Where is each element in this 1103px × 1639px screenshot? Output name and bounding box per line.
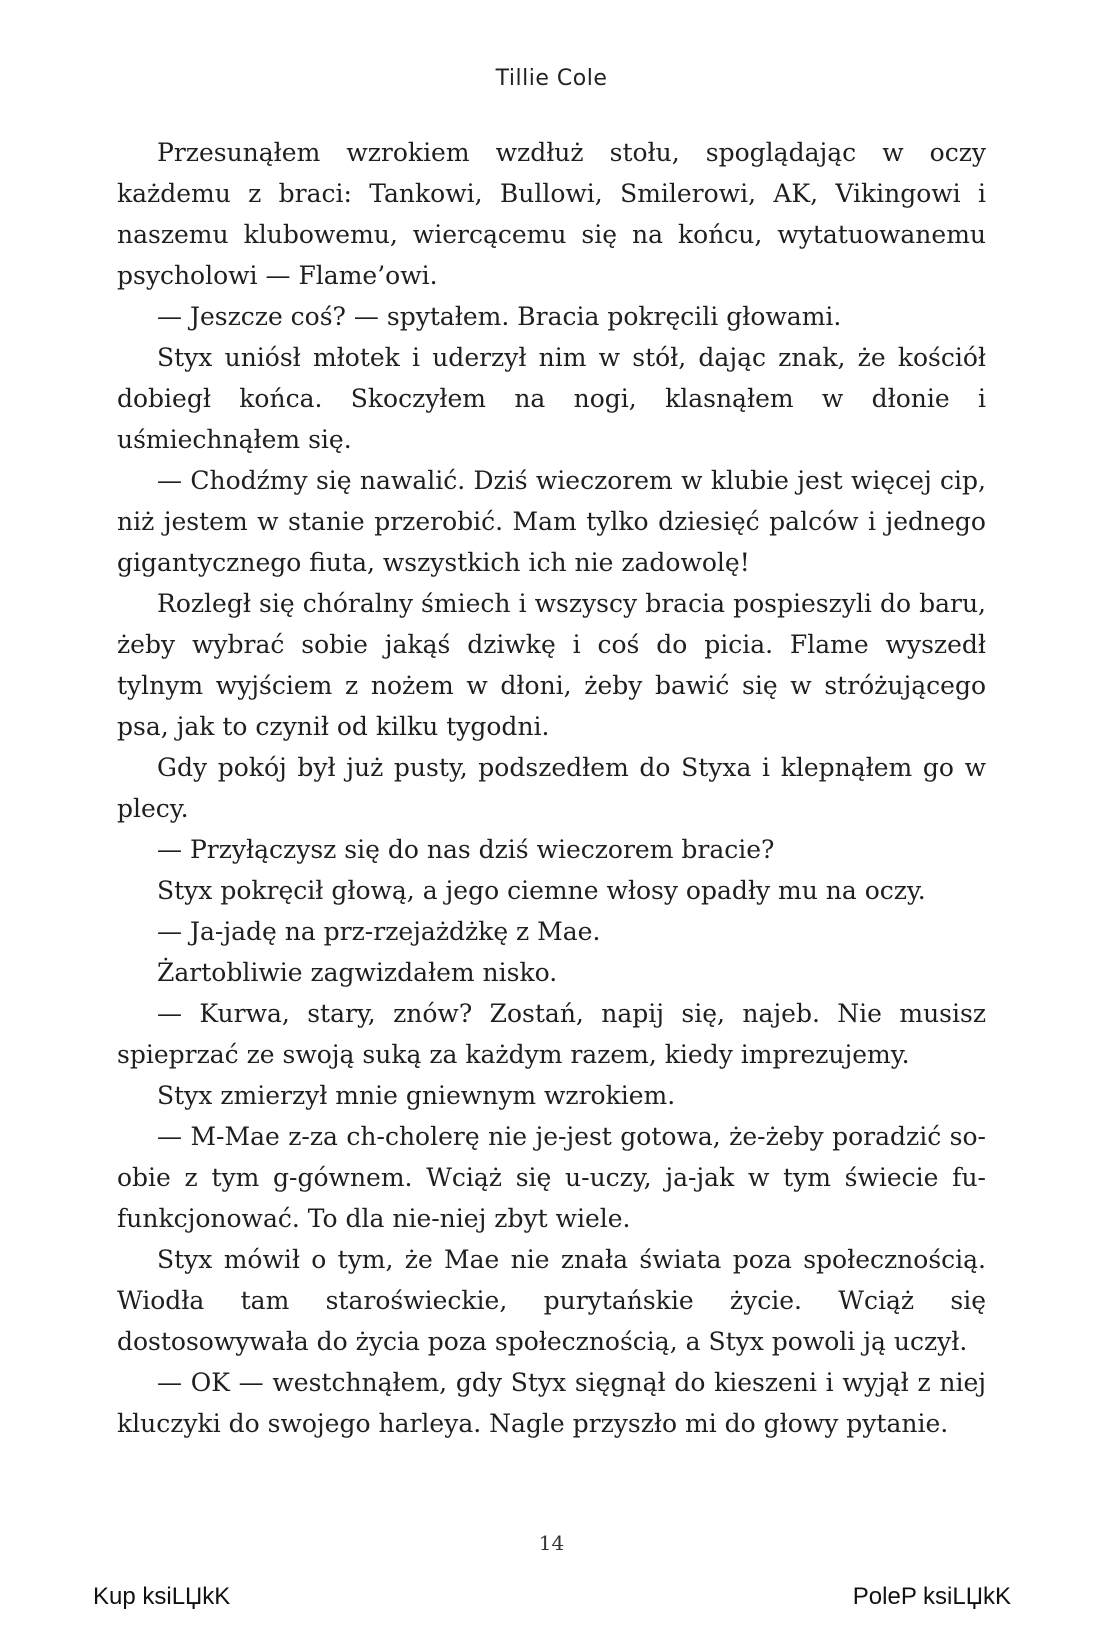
- paragraph: — Ja-jadę na prz-rzejażdżkę z Mae.: [157, 917, 601, 946]
- paragraph: — OK — westchnąłem, gdy Styx sięgnął do kieszeni i wyjął z niej kluczyki do swojego harleya. Nagle przyszło mi do głowy pytanie.: [117, 1368, 986, 1438]
- recommend-book-link[interactable]: PoleP ksiLЏkK: [852, 1583, 1011, 1610]
- paragraph: — M-Mae z-za ch-cholerę nie je-jest gotowa, że-żeby poradzić so-obie z tym g-gównem. Wciąż się u-uczy, ja-jak w tym świecie fu-funkcjonować. To dla nie-niej zbyt wiele.: [117, 1122, 986, 1233]
- body-text: [117, 132, 986, 1444]
- paragraph: Żartobliwie zagwizdałem nisko.: [157, 958, 558, 987]
- running-head-author: Tillie Cole: [495, 66, 608, 91]
- buy-book-link[interactable]: Kup ksiLЏkK: [93, 1583, 231, 1610]
- paragraph: — Kurwa, stary, znów? Zostań, napij się, najeb. Nie musisz spieprzać ze swoją suką za każdym razem, kiedy imprezujemy.: [117, 999, 986, 1069]
- paragraph: Styx pokręcił głową, a jego ciemne włosy opadły mu na oczy.: [157, 876, 926, 905]
- paragraph: Rozległ się chóralny śmiech i wszyscy bracia pospieszyli do baru, żeby wybrać sobie jakąś dziwkę i coś do picia. Flame wyszedł tylnym wyjściem z nożem w dłoni, żeby bawić się w stróżującego psa, jak to czynił od kilku tygodni.: [117, 589, 986, 741]
- paragraph: Styx uniósł młotek i uderzył nim w stół, dając znak, że kościół dobiegł końca. Skoczyłem na nogi, klasnąłem w dłonie i uśmiechnąłem się.: [117, 343, 986, 454]
- paragraph: Przesunąłem wzrokiem wzdłuż stołu, spoglądając w oczy każdemu z braci: Tankowi, Bullowi, Smilerowi, AK, Vikingowi i naszemu klubowemu, wiercącemu się na końcu, wytatuowanemu psycholowi — Flame’owi.: [117, 138, 986, 290]
- paragraph: Styx mówił o tym, że Mae nie znała świata poza społecznością. Wiodła tam staroświeckie, purytańskie życie. Wciąż się dostosowywała do życia poza społecznością, a Styx powoli ją uczył.: [117, 1245, 986, 1356]
- paragraph: — Przyłączysz się do nas dziś wieczorem bracie?: [157, 835, 775, 864]
- paragraph: Styx zmierzył mnie gniewnym wzrokiem.: [157, 1081, 676, 1110]
- paragraph: Gdy pokój był już pusty, podszedłem do Styxa i klepnąłem go w plecy.: [117, 753, 986, 823]
- paragraph: — Jeszcze coś? — spytałem. Bracia pokręcili głowami.: [157, 302, 842, 331]
- paragraph: — Chodźmy się nawalić. Dziś wieczorem w klubie jest więcej cip, niż jestem w stanie przerobić. Mam tylko dziesięć palców i jednego gigantycznego fiuta, wszystkich ich nie zadowolę!: [117, 466, 986, 577]
- page-number: 14: [538, 1531, 565, 1555]
